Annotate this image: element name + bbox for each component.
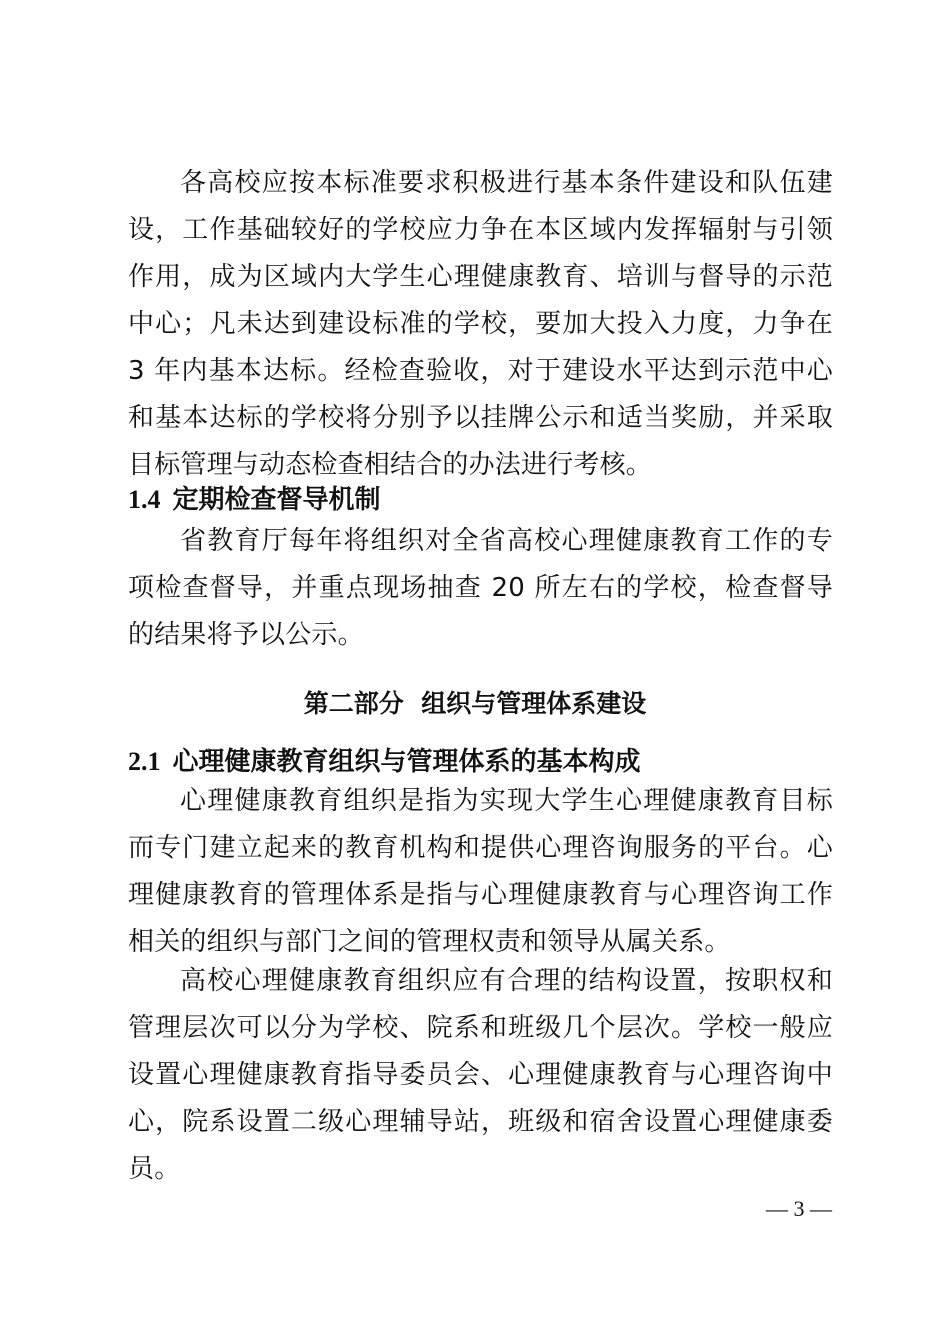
paragraph-inspection: 省教育厅每年将组织对全省高校心理健康教育工作的专项检查督导，并重点现场抽查 20 所左右的学校，检查督导的结果将予以公示。 [128, 526, 833, 650]
part-title: 第二部分 组织与管理体系建设 [303, 689, 647, 718]
section-heading-1-4 [128, 480, 381, 520]
section-heading-2-1 [128, 742, 641, 782]
section-number: 1.4 [128, 485, 161, 514]
section-title: 心理健康教育组织与管理体系的基本构成 [172, 747, 641, 777]
paragraph-construction-standards: 各高校应按本标准要求积极进行基本条件建设和队伍建设，工作基础较好的学校应力争在本区域内发挥辐射与引领作用，成为区域内大学生心理健康教育、培训与督导的示范中心；凡未达到建设标准的学校，要加大投入力度，力争在 3 年内基本达标。经检查验收，对于建设水平达到示范中心和基本达标的学校将分别予以挂牌公示和适当奖励，并采取目标管理与动态检查相结合的办法进行考核。 [128, 168, 833, 480]
section-number: 2.1 [128, 747, 161, 776]
paragraph-organization-structure: 高校心理健康教育组织应有合理的结构设置，按职权和管理层次可以分为学校、院系和班级几个层次。学校一般应设置心理健康教育指导委员会、心理健康教育与心理咨询中心，院系设置二级心理辅导站，班级和宿舍设置心理健康委员。 [128, 966, 833, 1184]
page-number: — 3 — [766, 1196, 832, 1221]
paragraph-organization-definition: 心理健康教育组织是指为实现大学生心理健康教育目标而专门建立起来的教育机构和提供心理咨询服务的平台。心理健康教育的管理体系是指与心理健康教育与心理咨询工作相关的组织与部门之间的管理权责和领导从属关系。 [128, 786, 833, 957]
section-title: 定期检查督导机制 [172, 485, 381, 515]
